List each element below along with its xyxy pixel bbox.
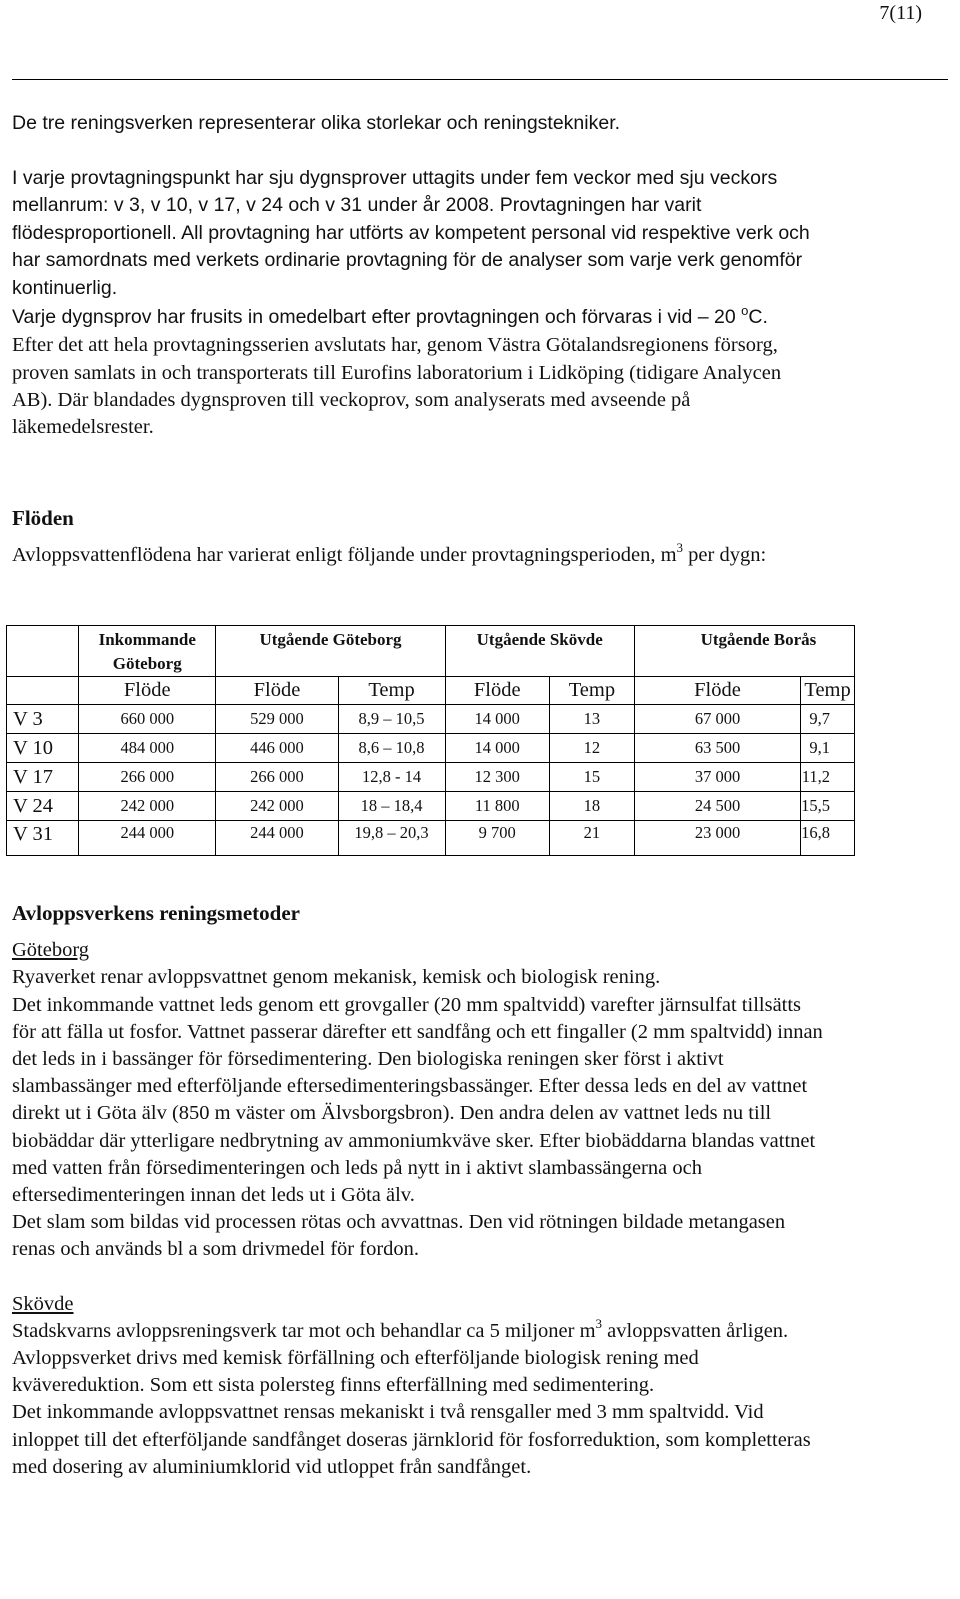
goteborg-paragraph-2: Det inkommande vattnet leds genom ett grovgaller (20 mm spaltvidd) varefter järnsulfat tillsätts för att fälla ut fosfor. Vattnet passerar därefter ett sandfång och ett fingaller (2 mm spaltvidd) innan det leds in i bassänger för försedimentering. Den biologiska reningen sker först i aktivt slambassänger med efterföljande eftersedimenteringsbassänger. Efter dessa leds en del av vattnet direkt ut i Göta älv (850 m väster om Älvsborgsbron). Den andra delen av vattnet leds nu till biobäddar där ytterligare nedbrytning av ammoniumkväve sker. Efter biobäddarna blandas vattnet med vatten från försedimenteringen och leds på nytt in i aktivt slambassängerna och eftersedimenteringen innan det leds ut i Göta älv. [12,993,823,1207]
floden-heading: Flöden [12,506,74,530]
table-row [7,821,855,856]
page-number: 7(11) [879,2,922,24]
table-cell: 242 000 [79,792,216,821]
table-cell: 21 [549,821,634,856]
table-cell: 14 000 [445,734,549,763]
group-header: Inkommande Göteborg [79,626,216,677]
group-header: Utgående Skövde [445,626,634,677]
table-cell: 8,6 – 10,8 [338,734,445,763]
group-header: Utgående Borås [634,626,854,677]
subheader-cell: Flöde [216,677,338,705]
table-cell: 266 000 [216,763,338,792]
subheader-cell: Flöde [79,677,216,705]
table-cell: 244 000 [216,821,338,856]
table-cell: 11 800 [445,792,549,821]
table-cell: 12,8 - 14 [338,763,445,792]
freezing-paragraph [12,304,824,331]
table-cell: 529 000 [216,705,338,734]
table-cell: 12 [549,734,634,763]
table-cell: 19,8 – 20,3 [338,821,445,856]
table-cell: 13 [549,705,634,734]
table-cell: 16,8 [801,821,855,856]
goteborg-heading: Göteborg [12,939,90,962]
table-cell: 9 700 [445,821,549,856]
table-row [7,792,855,821]
table-group-header-row [7,626,855,677]
table-cell: 24 500 [634,792,800,821]
table-cell: 37 000 [634,763,800,792]
sampling-section [12,165,824,441]
table-subheader-row [7,677,855,705]
table-row [7,734,855,763]
table-cell: 18 [549,792,634,821]
floden-text-tail: per dygn: [683,544,767,567]
table-cell: 18 – 18,4 [338,792,445,821]
table-cell: 9,7 [801,705,855,734]
table-cell: 15,5 [801,792,855,821]
table-cell: 11,2 [801,763,855,792]
table-cell: 63 500 [634,734,800,763]
table-cell: 14 000 [445,705,549,734]
skovde-paragraph-2: Det inkommande avloppsvattnet rensas mekaniskt i två rensgaller med 3 mm spaltvidd. Vid inloppet till det efterföljande sandfånget doseras järnklorid för fosforreduktion, som kompletteras med dosering av aluminiumklorid vid utloppet från sandfånget. [12,1401,811,1478]
table-cell: 242 000 [216,792,338,821]
week-cell: V 24 [7,792,79,821]
week-cell: V 10 [7,734,79,763]
skovde-text: Stadskvarns avloppsreningsverk tar mot och behandlar ca 5 miljoner m [12,1319,596,1342]
skovde-cube-sup: 3 [595,1316,603,1332]
methods-section [12,900,824,1481]
intro-paragraph-1: De tre reningsverken representerar olika storlekar och reningstekniker. [12,112,621,134]
transport-paragraph: Efter det att hela provtagningsserien avslutats har, genom Västra Götalandsregionens försorg, proven samlats in och transporterats till Eurofins laboratorium i Lidköping (tidigare Analycen AB). Där blandades dygnsproven till veckoprov, som analyserats med avseende på läkemedelsrester. [12,334,782,439]
skovde-heading: Skövde [12,1292,74,1315]
floden-section [12,505,852,569]
celsius-unit: C. [748,306,768,329]
table-cell: 484 000 [79,734,216,763]
freezing-text: Varje dygnsprov har frusits in omedelbart efter provtagningen och förvaras i vid – 20 [12,306,736,329]
table-cell: 12 300 [445,763,549,792]
table-cell: 660 000 [79,705,216,734]
skovde-text-tail: avloppsvatten årligen. Avloppsverket drivs med kemisk förfällning och efterföljande biologisk rening med kvävereduktion. Som ett sista polersteg finns efterfällning med sedimentering. [12,1319,789,1397]
table-cell: 446 000 [216,734,338,763]
week-cell: V 31 [7,821,79,856]
floden-intro [12,542,852,569]
intro-section [12,110,942,137]
table-cell: 9,1 [801,734,855,763]
subheader-cell: Temp [549,677,634,705]
header-rule [12,79,948,80]
subheader-cell: Flöde [634,677,800,705]
table-cell: 15 [549,763,634,792]
table-row [7,763,855,792]
skovde-paragraph-1 [12,1318,824,1400]
table-cell: 266 000 [79,763,216,792]
subheader-cell: Temp [338,677,445,705]
goteborg-paragraph-1: Ryaverket renar avloppsvattnet genom mekanisk, kemisk och biologisk rening. [12,966,661,989]
subheader-cell: Flöde [445,677,549,705]
floden-text: Avloppsvattenflödena har varierat enligt följande under provtagningsperioden, m [12,544,677,567]
table-cell: 8,9 – 10,5 [338,705,445,734]
subheader-cell: Temp [801,677,855,705]
table-cell: 67 000 [634,705,800,734]
week-cell: V 17 [7,763,79,792]
floden-cube-sup: 3 [676,540,684,556]
sampling-paragraph: I varje provtagningspunkt har sju dygnsprover uttagits under fem veckor med sju veckors mellanrum: v 3, v 10, v 17, v 24 och v 31 under år 2008. Provtagningen har varit flödesproportionell. All provtagning har utförts av kompetent personal vid respektive verk och har samordnats med verkets ordinarie provtagning för de analyser som varje verk genomför kontinuerlig. [12,167,810,299]
table-cell: 244 000 [79,821,216,856]
subheader-cell-empty [7,677,79,705]
table-cell: 23 000 [634,821,800,856]
methods-heading: Avloppsverkens reningsmetoder [12,901,300,925]
group-header: Utgående Göteborg [216,626,445,677]
goteborg-paragraph-3: Det slam som bildas vid processen rötas och avvattnas. Den vid rötningen bildade metangasen renas och används bl a som drivmedel för fordon. [12,1211,786,1261]
table-row [7,705,855,734]
flow-table [6,625,855,856]
week-cell: V 3 [7,705,79,734]
degree-sign: o [741,302,749,318]
table-corner-cell [7,626,79,677]
